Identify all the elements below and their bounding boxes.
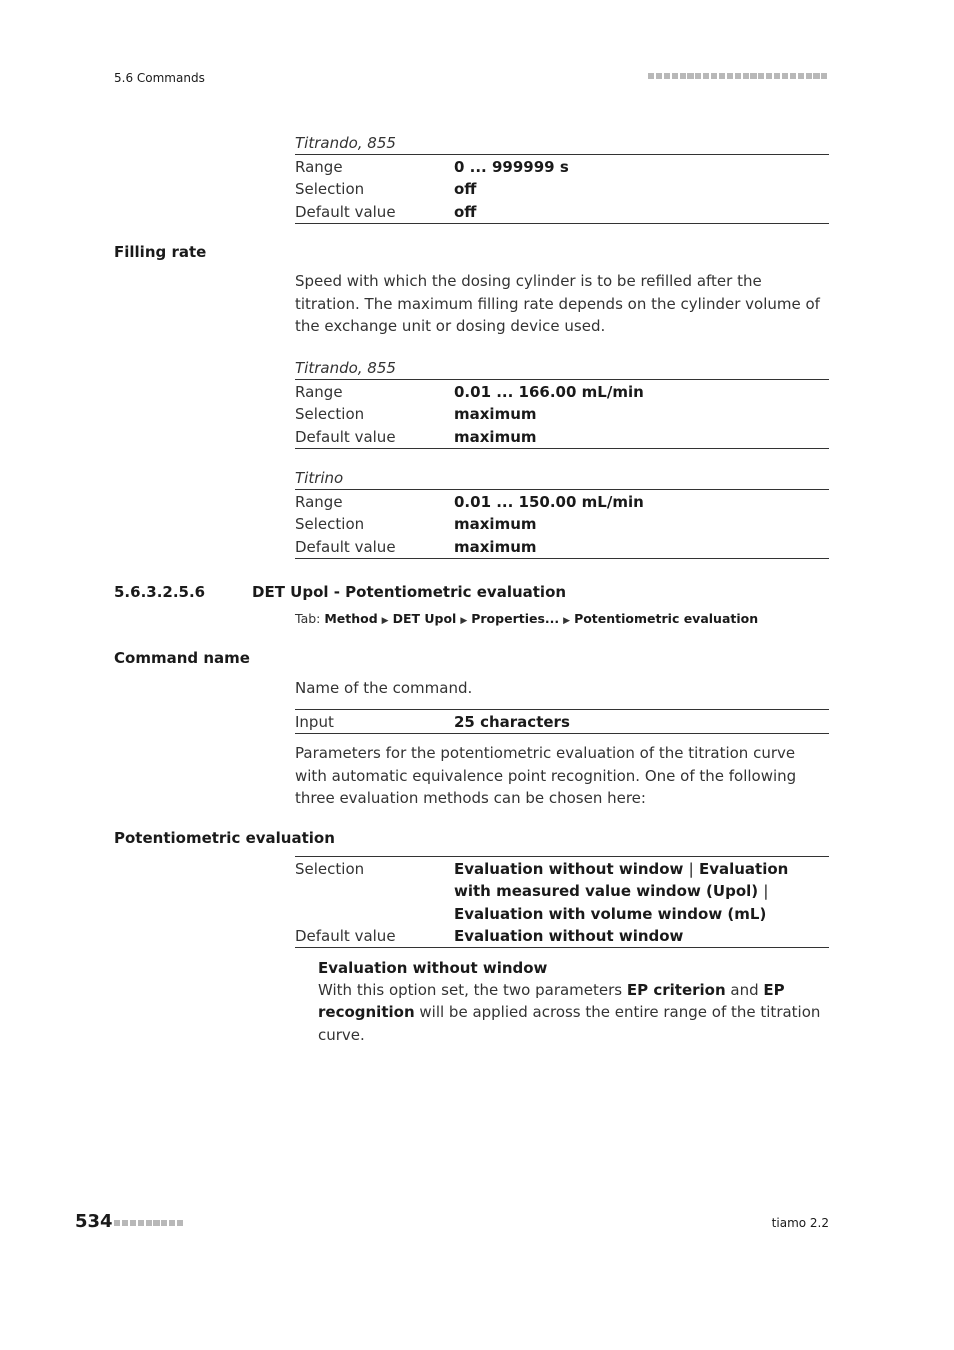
parameter-table-evaluation (295, 856, 829, 948)
decorative-square (114, 1220, 120, 1226)
bold-term: EP criterion (626, 981, 726, 999)
row-value: 0.01 ... 166.00 mL/min (454, 383, 644, 401)
table-row (295, 156, 829, 178)
decorative-square (169, 1220, 175, 1226)
section-number: 5.6.3.2.5.6 (114, 583, 206, 601)
table-row (295, 426, 829, 448)
decorative-square (806, 73, 812, 79)
decorative-square (138, 1220, 144, 1226)
decorative-square (672, 73, 678, 79)
option-item: Evaluation without window (454, 860, 684, 878)
table-row (295, 925, 829, 947)
decorative-square (161, 1220, 167, 1226)
decorative-square (813, 73, 819, 79)
decorative-square (130, 1220, 136, 1226)
row-key: Range (295, 158, 343, 176)
row-value (454, 858, 829, 925)
row-value: maximum (454, 537, 537, 556)
decorative-square (648, 73, 654, 79)
table-caption: Titrino (295, 469, 344, 487)
table-row (295, 201, 829, 223)
row-key: Range (295, 493, 343, 511)
decorative-square (719, 73, 725, 79)
decorative-square (703, 73, 709, 79)
table-row (295, 403, 829, 425)
row-key: Default value (295, 427, 396, 446)
decorative-square (664, 73, 670, 79)
row-key: Input (295, 713, 334, 731)
decorative-square (153, 1220, 159, 1226)
decorative-square (821, 73, 827, 79)
decorative-square (790, 73, 796, 79)
row-value: off (454, 180, 477, 199)
decorative-square (687, 73, 693, 79)
decorative-square (782, 73, 788, 79)
table-row (295, 711, 829, 733)
evaluation-intro: Parameters for the potentiometric evaluation of the titration curve with automatic equivalence point recognition. One of the following three evaluation methods can be chosen here: (295, 744, 797, 807)
row-key: Default value (295, 537, 396, 556)
decorative-square (680, 73, 686, 79)
row-key: Selection (295, 860, 365, 878)
decorative-square (758, 73, 764, 79)
decorative-square (750, 73, 756, 79)
tab-path-item: Properties... (471, 611, 560, 626)
filling-rate-label: Filling rate (114, 243, 207, 261)
row-key: Selection (295, 515, 365, 534)
row-value: maximum (454, 405, 537, 424)
option-detail (318, 957, 829, 1046)
parameter-table-titrino (295, 467, 829, 559)
option-item: Evaluation with measured value window (Upol) (454, 860, 789, 901)
arrow-right-icon: ▶ (381, 616, 389, 626)
row-value: off (454, 202, 477, 221)
table-row (295, 491, 829, 513)
arrow-right-icon: ▶ (563, 616, 571, 626)
section-title: DET Upol - Potentiometric evaluation (252, 583, 567, 601)
decorative-square (766, 73, 772, 79)
decorative-square (774, 73, 780, 79)
table-caption: Titrando, 855 (295, 134, 396, 152)
tab-path (295, 611, 758, 626)
table-row (295, 513, 829, 535)
tab-path-item: Potentiometric evaluation (574, 611, 759, 626)
option-separator: | (763, 882, 769, 901)
footer-decoration (114, 1220, 184, 1228)
option-detail-title: Evaluation without window (318, 959, 548, 977)
parameter-table-titrando-2 (295, 357, 829, 449)
tab-path-item: DET Upol (392, 611, 457, 626)
page-number: 534 (75, 1211, 113, 1232)
table-caption: Titrando, 855 (295, 359, 396, 377)
row-key: Default value (295, 202, 396, 221)
option-item: Evaluation with volume window (mL) (454, 904, 767, 923)
row-value: Evaluation without window (454, 926, 684, 945)
potentiometric-evaluation-label: Potentiometric evaluation (114, 829, 335, 847)
row-key: Default value (295, 926, 396, 945)
table-row (295, 858, 829, 925)
parameter-table-titrando-1 (295, 132, 829, 224)
table-row (295, 381, 829, 403)
parameter-table-input (295, 709, 829, 734)
row-key: Selection (295, 180, 365, 199)
decorative-square (656, 73, 662, 79)
product-name: tiamo 2.2 (771, 1216, 829, 1230)
row-value: 25 characters (454, 713, 570, 731)
text-run: and (725, 981, 764, 999)
decorative-square (122, 1220, 128, 1226)
tab-prefix: Tab: (295, 611, 321, 626)
tab-path-item: Method (324, 611, 378, 626)
text-run: will be applied across the entire range of the titration curve. (318, 1003, 821, 1044)
bold-term: EP recognition (318, 981, 785, 1022)
row-value: 0.01 ... 150.00 mL/min (454, 493, 644, 511)
decorative-square (727, 73, 733, 79)
command-name-description: Name of the command. (295, 679, 473, 697)
running-header-section: 5.6 Commands (114, 71, 205, 85)
decorative-square (743, 73, 749, 79)
decorative-square (695, 73, 701, 79)
row-key: Range (295, 383, 343, 401)
option-detail-text (318, 979, 829, 1046)
filling-rate-description: Speed with which the dosing cylinder is to be refilled after the titration. The maximum filling rate depends on the cylinder volume of the exchange unit or dosing device used. (295, 272, 820, 335)
decorative-square (177, 1220, 183, 1226)
table-row (295, 178, 829, 200)
option-separator: | (688, 860, 694, 878)
command-name-label: Command name (114, 649, 250, 667)
text-run: With this option set, the two parameters (318, 981, 627, 999)
row-value: 0 ... 999999 s (454, 158, 569, 176)
decorative-square (711, 73, 717, 79)
row-key: Selection (295, 405, 365, 424)
table-row (295, 536, 829, 558)
arrow-right-icon: ▶ (460, 616, 468, 626)
decorative-square (798, 73, 804, 79)
row-value: maximum (454, 515, 537, 534)
header-decoration (648, 73, 829, 81)
row-value: maximum (454, 427, 537, 446)
decorative-square (146, 1220, 152, 1226)
decorative-square (735, 73, 741, 79)
